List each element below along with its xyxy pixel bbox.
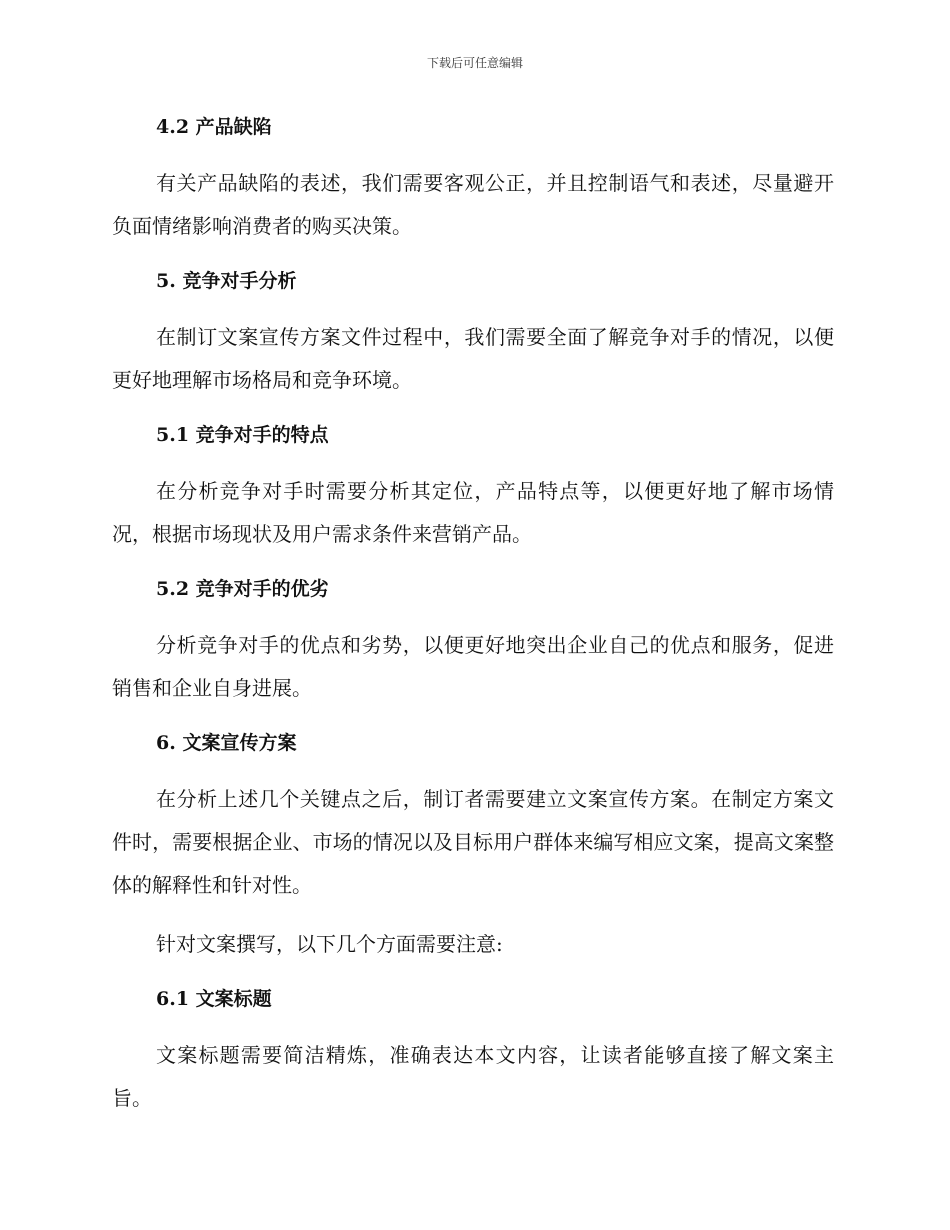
paragraph: 文案标题需要简洁精炼，准确表达本文内容，让读者能够直接了解文案主旨。 [112,1043,834,1110]
paragraph: 针对文案撰写，以下几个方面需要注意: [156,932,503,956]
section-heading-5-2: 5.2 竞争对手的优劣 [156,578,329,600]
paragraph: 在分析上述几个关键点之后，制订者需要建立文案宣传方案。在制定方案文件时，需要根据企业、市场的情况以及目标用户群体来编写相应文案，提高文案整体的解释性和针对性。 [112,787,834,897]
document-body [112,110,834,1136]
section-heading-6-1: 6.1 文案标题 [156,988,272,1010]
section-heading-6: 6. 文案宣传方案 [156,732,297,754]
paragraph: 分析竞争对手的优点和劣势，以便更好地突出企业自己的优点和服务，促进销售和企业自身进展。 [112,633,834,700]
section-heading-5-1: 5.1 竞争对手的特点 [156,424,329,446]
section-heading-4-2: 4.2 产品缺陷 [156,116,272,138]
section-heading-5: 5. 竞争对手分析 [156,270,297,292]
paragraph: 有关产品缺陷的表述，我们需要客观公正，并且控制语气和表述，尽量避开负面情绪影响消费者的购买决策。 [112,171,834,238]
header-note: 下载后可任意编辑 [426,56,523,70]
paragraph: 在制订文案宣传方案文件过程中，我们需要全面了解竞争对手的情况，以便更好地理解市场格局和竞争环境。 [112,325,834,392]
paragraph: 在分析竞争对手时需要分析其定位，产品特点等，以便更好地了解市场情况，根据市场现状及用户需求条件来营销产品。 [112,479,834,546]
